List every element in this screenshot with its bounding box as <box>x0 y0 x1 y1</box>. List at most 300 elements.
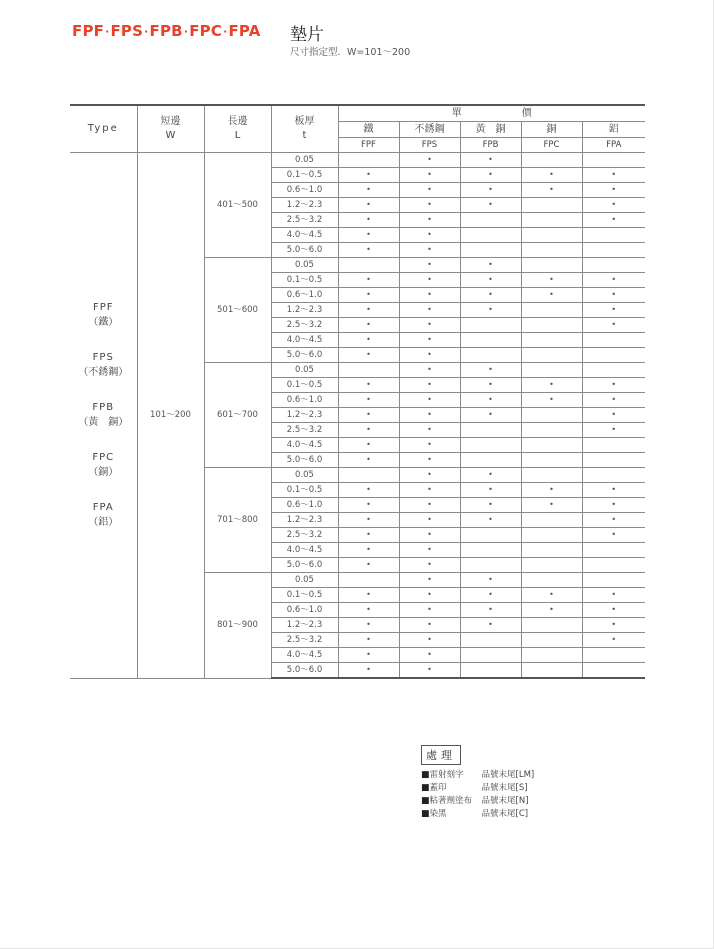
availability-cell <box>460 303 521 318</box>
availability-cell <box>582 438 645 453</box>
availability-dot: • <box>366 335 371 344</box>
availability-cell <box>460 333 521 348</box>
long-side-value: 401～500 <box>204 153 271 258</box>
availability-dot: • <box>427 665 432 674</box>
availability-cell <box>521 348 582 363</box>
availability-dot: • <box>427 485 432 494</box>
thickness-value: 1.2～2.3 <box>271 408 338 423</box>
availability-cell <box>460 408 521 423</box>
availability-cell <box>521 363 582 378</box>
availability-dot: • <box>549 605 554 614</box>
type-name: （不銹鋼） <box>78 367 129 379</box>
thickness-value: 1.2～2.3 <box>271 618 338 633</box>
availability-dot: • <box>427 515 432 524</box>
type-group <box>70 350 137 380</box>
availability-dot: • <box>488 200 493 209</box>
availability-cell <box>460 633 521 648</box>
availability-dot: • <box>488 365 493 374</box>
availability-cell <box>338 213 399 228</box>
availability-dot: • <box>427 425 432 434</box>
thickness-value: 2.5～3.2 <box>271 528 338 543</box>
availability-dot: • <box>427 215 432 224</box>
availability-cell <box>399 258 460 273</box>
availability-cell <box>399 618 460 633</box>
header-thickness: 板厚 t <box>271 105 338 153</box>
availability-cell <box>521 168 582 183</box>
legend-item <box>421 808 534 821</box>
thickness-value: 4.0～4.5 <box>271 543 338 558</box>
thickness-value: 1.2～2.3 <box>271 303 338 318</box>
availability-dot: • <box>549 485 554 494</box>
availability-cell <box>460 348 521 363</box>
availability-cell <box>521 393 582 408</box>
header-price: 單價 <box>338 105 645 122</box>
availability-cell <box>521 633 582 648</box>
availability-cell <box>521 558 582 573</box>
availability-cell <box>338 303 399 318</box>
brand-separator: · <box>144 25 149 38</box>
brand-code: FPA <box>228 22 261 40</box>
availability-cell <box>399 183 460 198</box>
availability-dot: • <box>611 635 617 644</box>
legend-suffix: 品號末尾[C] <box>481 809 529 819</box>
availability-cell <box>399 468 460 483</box>
type-name: （鐵） <box>88 317 119 329</box>
legend-item <box>421 782 534 795</box>
availability-cell <box>521 183 582 198</box>
availability-cell <box>521 318 582 333</box>
availability-cell <box>338 603 399 618</box>
availability-dot: • <box>549 290 554 299</box>
availability-dot: • <box>366 665 371 674</box>
availability-cell <box>399 303 460 318</box>
legend-list <box>421 769 534 821</box>
availability-dot: • <box>427 395 432 404</box>
table-row <box>70 153 645 168</box>
availability-cell <box>460 153 521 168</box>
legend-suffix: 品號末尾[N] <box>481 796 529 806</box>
thickness-value: 0.05 <box>271 258 338 273</box>
availability-dot: • <box>427 350 432 359</box>
availability-dot: • <box>366 605 371 614</box>
availability-cell <box>521 423 582 438</box>
availability-dot: • <box>427 305 432 314</box>
availability-cell <box>582 348 645 363</box>
legend-label: 蓋印 <box>429 783 447 793</box>
availability-dot: • <box>611 170 617 179</box>
availability-dot: • <box>488 575 493 584</box>
availability-cell <box>460 528 521 543</box>
availability-cell <box>338 258 399 273</box>
availability-dot: • <box>488 305 493 314</box>
metal-code: FPF <box>338 138 399 153</box>
availability-cell <box>338 168 399 183</box>
availability-cell <box>460 213 521 228</box>
availability-cell <box>399 153 460 168</box>
availability-cell <box>460 378 521 393</box>
thickness-value: 4.0～4.5 <box>271 228 338 243</box>
availability-cell <box>521 198 582 213</box>
brand-code: FPS <box>110 22 144 40</box>
availability-cell <box>338 198 399 213</box>
availability-cell <box>460 543 521 558</box>
availability-dot: • <box>549 500 554 509</box>
availability-dot: • <box>549 185 554 194</box>
availability-cell <box>582 558 645 573</box>
thickness-value: 2.5～3.2 <box>271 213 338 228</box>
availability-cell <box>460 198 521 213</box>
thickness-value: 0.6～1.0 <box>271 288 338 303</box>
availability-cell <box>399 498 460 513</box>
thickness-value: 0.05 <box>271 468 338 483</box>
availability-cell <box>399 543 460 558</box>
availability-cell <box>399 363 460 378</box>
availability-cell <box>582 648 645 663</box>
availability-cell <box>338 588 399 603</box>
availability-cell <box>338 573 399 588</box>
availability-dot: • <box>366 530 371 539</box>
legend-item <box>421 795 534 808</box>
availability-dot: • <box>488 410 493 419</box>
availability-cell <box>338 348 399 363</box>
availability-dot: • <box>366 320 371 329</box>
availability-dot: • <box>488 485 493 494</box>
brand-separator: · <box>105 25 110 38</box>
thickness-value: 0.6～1.0 <box>271 603 338 618</box>
availability-cell <box>460 663 521 679</box>
availability-cell <box>582 318 645 333</box>
type-code: FPC <box>92 452 115 464</box>
availability-dot: • <box>611 620 617 629</box>
availability-cell <box>338 408 399 423</box>
type-group <box>70 450 137 480</box>
availability-cell <box>521 618 582 633</box>
availability-cell <box>338 498 399 513</box>
thickness-value: 0.6～1.0 <box>271 183 338 198</box>
availability-cell <box>582 588 645 603</box>
availability-cell <box>521 663 582 679</box>
availability-cell <box>460 243 521 258</box>
availability-cell <box>460 498 521 513</box>
availability-cell <box>338 663 399 679</box>
thickness-value: 5.0～6.0 <box>271 348 338 363</box>
availability-dot: • <box>488 290 493 299</box>
availability-cell <box>582 273 645 288</box>
thickness-value: 0.05 <box>271 153 338 168</box>
availability-dot: • <box>366 230 371 239</box>
availability-cell <box>460 258 521 273</box>
availability-dot: • <box>427 620 432 629</box>
availability-cell <box>582 213 645 228</box>
availability-cell <box>338 393 399 408</box>
availability-dot: • <box>611 380 617 389</box>
availability-cell <box>338 228 399 243</box>
availability-cell <box>582 153 645 168</box>
availability-cell <box>582 333 645 348</box>
availability-cell <box>460 513 521 528</box>
availability-cell <box>521 588 582 603</box>
availability-cell <box>399 333 460 348</box>
metal-name: 鐵 <box>338 122 399 138</box>
availability-cell <box>399 453 460 468</box>
availability-cell <box>521 573 582 588</box>
metal-code: FPS <box>399 138 460 153</box>
availability-dot: • <box>366 185 371 194</box>
availability-cell <box>338 558 399 573</box>
availability-dot: • <box>427 380 432 389</box>
availability-cell <box>338 183 399 198</box>
page-title: 墊片 <box>290 25 324 45</box>
availability-dot: • <box>427 635 432 644</box>
square-bullet-icon: ■ <box>421 809 430 819</box>
availability-cell <box>399 378 460 393</box>
availability-cell <box>582 408 645 423</box>
availability-cell <box>460 228 521 243</box>
availability-dot: • <box>366 425 371 434</box>
availability-dot: • <box>549 275 554 284</box>
brand-codes <box>72 22 261 40</box>
availability-cell <box>399 198 460 213</box>
availability-dot: • <box>611 425 617 434</box>
thickness-value: 5.0～6.0 <box>271 453 338 468</box>
availability-dot: • <box>366 650 371 659</box>
availability-dot: • <box>366 440 371 449</box>
availability-cell <box>460 288 521 303</box>
availability-cell <box>399 213 460 228</box>
metal-name: 黃 銅 <box>460 122 521 138</box>
availability-cell <box>460 483 521 498</box>
availability-dot: • <box>366 485 371 494</box>
brand-code: FPF <box>72 22 105 40</box>
square-bullet-icon: ■ <box>421 796 430 806</box>
availability-cell <box>399 168 460 183</box>
availability-cell <box>399 318 460 333</box>
availability-dot: • <box>611 410 617 419</box>
availability-dot: • <box>366 560 371 569</box>
availability-cell <box>460 318 521 333</box>
thickness-value: 2.5～3.2 <box>271 633 338 648</box>
type-code: FPA <box>92 502 114 514</box>
availability-dot: • <box>427 320 432 329</box>
availability-cell <box>399 603 460 618</box>
availability-cell <box>521 498 582 513</box>
thickness-value: 0.05 <box>271 573 338 588</box>
availability-dot: • <box>488 515 493 524</box>
availability-cell <box>399 588 460 603</box>
metal-code: FPA <box>582 138 645 153</box>
metal-name: 鋁 <box>582 122 645 138</box>
availability-cell <box>582 288 645 303</box>
availability-cell <box>399 273 460 288</box>
type-name: （鋁） <box>88 517 119 529</box>
header-type: Type <box>70 105 137 153</box>
thickness-value: 0.1～0.5 <box>271 588 338 603</box>
availability-cell <box>399 663 460 679</box>
availability-dot: • <box>611 200 617 209</box>
availability-cell <box>582 618 645 633</box>
availability-dot: • <box>488 380 493 389</box>
availability-cell <box>460 423 521 438</box>
thickness-value: 0.1～0.5 <box>271 168 338 183</box>
availability-cell <box>582 528 645 543</box>
availability-dot: • <box>366 350 371 359</box>
thickness-value: 0.1～0.5 <box>271 273 338 288</box>
availability-cell <box>460 603 521 618</box>
availability-cell <box>460 453 521 468</box>
thickness-value: 5.0～6.0 <box>271 558 338 573</box>
legend-suffix: 品號末尾[S] <box>481 783 528 793</box>
availability-cell <box>582 183 645 198</box>
availability-dot: • <box>427 230 432 239</box>
brand-separator: · <box>183 25 189 38</box>
type-group <box>70 500 137 530</box>
type-name: （銅） <box>88 467 119 479</box>
availability-cell <box>582 543 645 558</box>
availability-cell <box>460 588 521 603</box>
availability-dot: • <box>366 395 371 404</box>
availability-dot: • <box>366 380 371 389</box>
availability-dot: • <box>488 620 493 629</box>
availability-cell <box>338 288 399 303</box>
availability-cell <box>582 198 645 213</box>
availability-cell <box>399 423 460 438</box>
availability-cell <box>521 513 582 528</box>
availability-cell <box>338 438 399 453</box>
availability-dot: • <box>427 545 432 554</box>
metal-name: 不銹鋼 <box>399 122 460 138</box>
availability-cell <box>582 663 645 679</box>
availability-dot: • <box>488 500 493 509</box>
availability-dot: • <box>549 590 554 599</box>
availability-cell <box>399 483 460 498</box>
availability-dot: • <box>488 155 493 164</box>
availability-dot: • <box>611 500 617 509</box>
availability-cell <box>460 363 521 378</box>
availability-cell <box>338 153 399 168</box>
availability-cell <box>460 573 521 588</box>
legend-label: 染黑 <box>429 809 447 819</box>
availability-dot: • <box>427 560 432 569</box>
thickness-value: 0.05 <box>271 363 338 378</box>
availability-dot: • <box>366 590 371 599</box>
availability-cell <box>460 273 521 288</box>
availability-dot: • <box>611 305 617 314</box>
legend-suffix: 品號末尾[LM] <box>481 770 535 780</box>
availability-cell <box>460 648 521 663</box>
availability-cell <box>582 363 645 378</box>
availability-dot: • <box>427 275 432 284</box>
availability-cell <box>521 273 582 288</box>
thickness-value: 5.0～6.0 <box>271 663 338 679</box>
thickness-value: 4.0～4.5 <box>271 333 338 348</box>
availability-dot: • <box>488 470 493 479</box>
availability-dot: • <box>366 305 371 314</box>
availability-dot: • <box>611 185 617 194</box>
long-side-value: 701～800 <box>204 468 271 573</box>
availability-dot: • <box>488 395 493 404</box>
availability-dot: • <box>427 335 432 344</box>
availability-cell <box>582 468 645 483</box>
availability-dot: • <box>549 170 554 179</box>
thickness-value: 0.1～0.5 <box>271 378 338 393</box>
availability-cell <box>582 423 645 438</box>
availability-cell <box>521 468 582 483</box>
thickness-value: 1.2～2.3 <box>271 198 338 213</box>
long-side-value: 601～700 <box>204 363 271 468</box>
availability-dot: • <box>611 515 617 524</box>
availability-cell <box>399 558 460 573</box>
availability-dot: • <box>366 290 371 299</box>
availability-dot: • <box>488 605 493 614</box>
availability-cell <box>521 408 582 423</box>
availability-dot: • <box>427 455 432 464</box>
availability-cell <box>582 243 645 258</box>
type-group <box>70 300 137 330</box>
availability-dot: • <box>427 605 432 614</box>
availability-dot: • <box>611 290 617 299</box>
legend-label: 雷射刻字 <box>429 770 464 780</box>
availability-cell <box>399 648 460 663</box>
brand-separator: · <box>223 25 228 38</box>
availability-dot: • <box>427 365 432 374</box>
availability-cell <box>399 438 460 453</box>
thickness-value: 5.0～6.0 <box>271 243 338 258</box>
availability-cell <box>399 228 460 243</box>
availability-cell <box>338 363 399 378</box>
page-subtitle: 尺寸指定型．W=101～200 <box>290 47 411 58</box>
brand-code: FPC <box>189 22 223 40</box>
type-code: FPS <box>92 352 114 364</box>
availability-dot: • <box>427 575 432 584</box>
availability-cell <box>338 618 399 633</box>
availability-cell <box>521 528 582 543</box>
availability-cell <box>399 288 460 303</box>
thickness-value: 2.5～3.2 <box>271 423 338 438</box>
thickness-value: 0.6～1.0 <box>271 498 338 513</box>
square-bullet-icon: ■ <box>421 770 430 780</box>
thickness-value: 1.2～2.3 <box>271 513 338 528</box>
availability-cell <box>582 228 645 243</box>
availability-cell <box>582 258 645 273</box>
availability-cell <box>338 423 399 438</box>
availability-cell <box>582 498 645 513</box>
availability-cell <box>399 243 460 258</box>
availability-dot: • <box>427 440 432 449</box>
availability-dot: • <box>427 260 432 269</box>
availability-cell <box>521 303 582 318</box>
legend-title: 處理 <box>421 745 461 765</box>
availability-dot: • <box>366 170 371 179</box>
metal-code: FPC <box>521 138 582 153</box>
availability-dot: • <box>488 590 493 599</box>
availability-cell <box>521 243 582 258</box>
availability-cell <box>460 558 521 573</box>
availability-dot: • <box>427 155 432 164</box>
availability-cell <box>521 153 582 168</box>
availability-cell <box>338 513 399 528</box>
metal-name: 銅 <box>521 122 582 138</box>
availability-cell <box>338 378 399 393</box>
availability-cell <box>582 168 645 183</box>
short-side-value: 101～200 <box>137 153 204 679</box>
availability-dot: • <box>611 395 617 404</box>
long-side-value: 801～900 <box>204 573 271 679</box>
availability-dot: • <box>611 320 617 329</box>
availability-dot: • <box>366 545 371 554</box>
availability-dot: • <box>427 245 432 254</box>
spec-table <box>70 104 645 679</box>
availability-dot: • <box>549 380 554 389</box>
